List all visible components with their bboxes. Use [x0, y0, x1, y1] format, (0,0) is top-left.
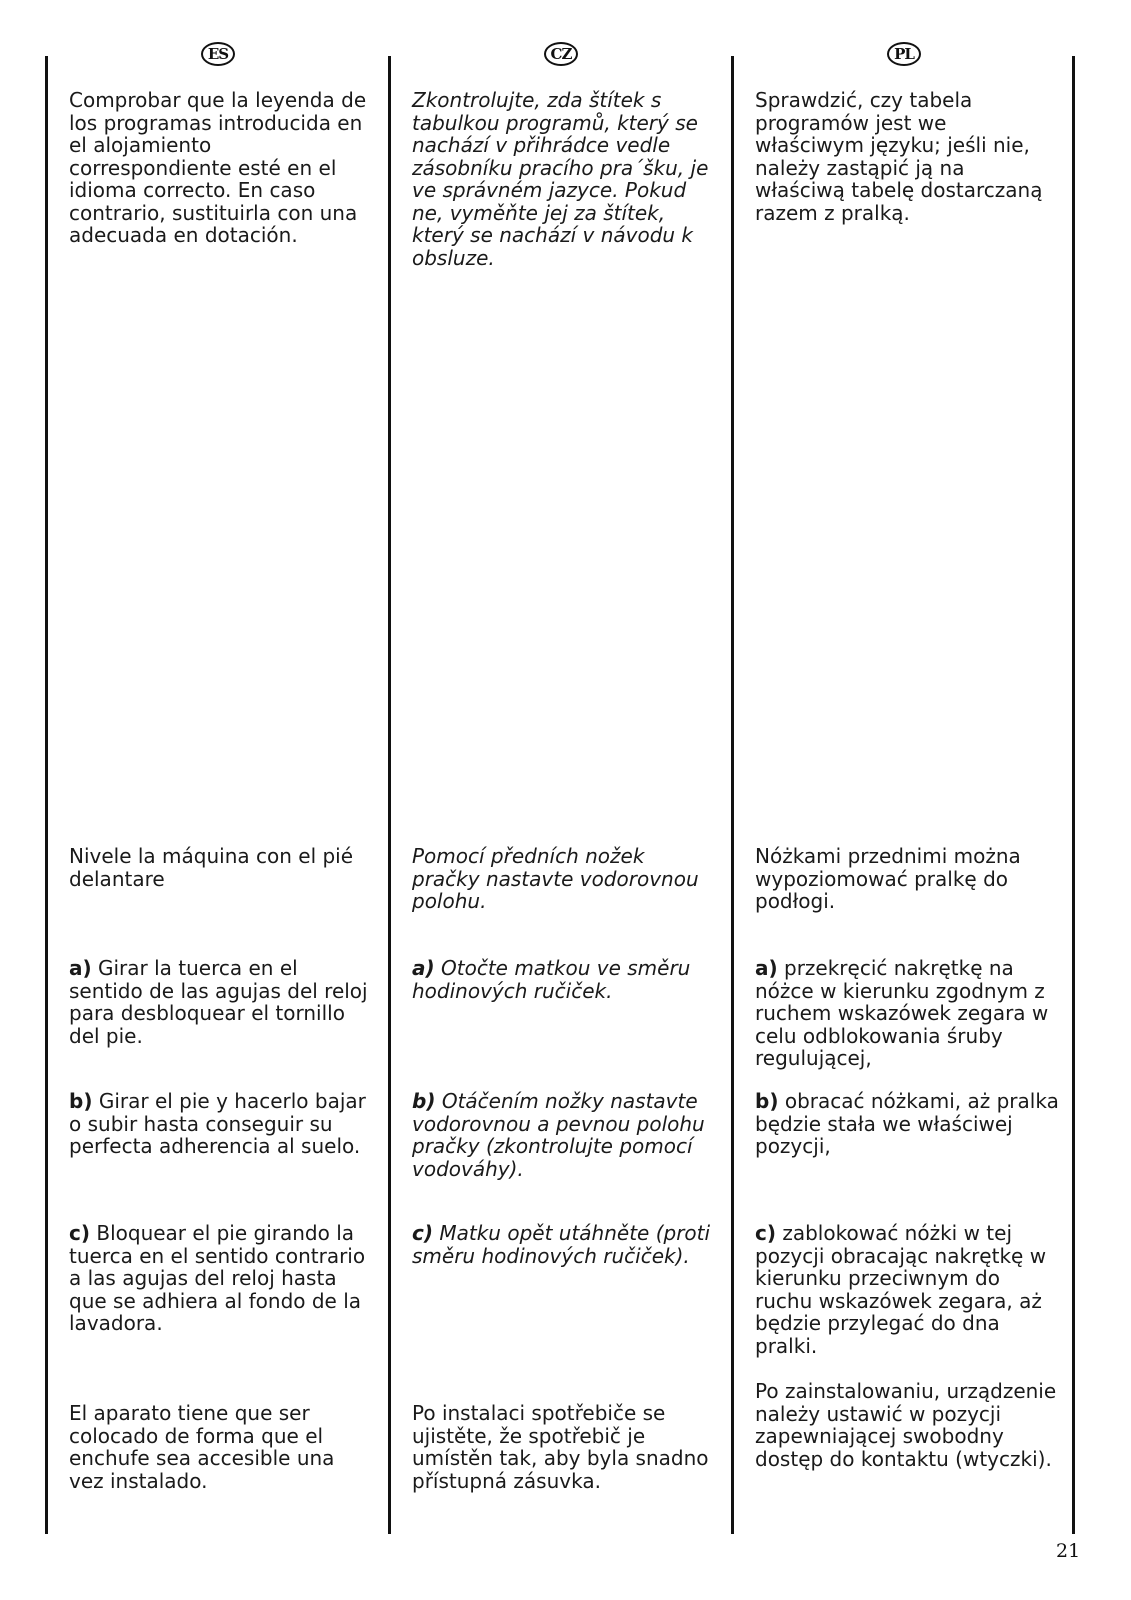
paragraph-socket-access: Po zainstalowaniu, urządzenie należy ustawić w pozycji zapewniającej swobodny dostęp do kontaktu (wtyczki).: [755, 1379, 1057, 1471]
step-text: Girar el pie y hacerlo bajar o subir hasta conseguir su perfecta adherencia al suelo.: [69, 1089, 366, 1158]
step-label: a): [755, 956, 778, 980]
step-text: Otočte matkou ve směru hodinových ručiček.: [412, 956, 691, 1003]
step-a: [755, 957, 1060, 1070]
step-text: zablokować nóżki w tej pozycji obracając nakrętkę w kierunku przeciwnym do ruchu wskazówek zegara, aż będzie przylegać do dna pralki.: [755, 1221, 1047, 1358]
paragraph-program-label-check: Zkontrolujte, zda štítek s tabulkou programů, který se nachází v přihrádce vedle zásobníku pracího pra´šku, je ve správném jazyce. Pokud ne, vyměňte jej za štítek, který se nachází v návodu k obsluze.: [412, 88, 709, 270]
step-label: b): [69, 1089, 93, 1113]
step-a: [69, 957, 374, 1047]
paragraph-socket-access: Po instalaci spotřebiče se ujistěte, že spotřebič je umístěn tak, aby byla snadno přístupná zásuvka.: [412, 1401, 709, 1493]
step-label: a): [69, 956, 92, 980]
page-number: 21: [1056, 1540, 1081, 1562]
step-label: b): [755, 1089, 779, 1113]
paragraph-program-label-check: Sprawdzić, czy tabela programów jest we właściwym języku; jeśli nie, należy zastąpić ją na właściwą tabelę dostarczaną razem z pralką.: [755, 88, 1043, 225]
language-badge-cz: CZ: [544, 42, 578, 66]
paragraph-leveling-intro: Pomocí předních nožek pračky nastavte vodorovnou polohu.: [412, 844, 699, 913]
step-label: c): [755, 1221, 776, 1245]
column-divider: [388, 56, 391, 1534]
step-c: [69, 1222, 374, 1335]
column-spanish: [69, 0, 374, 1540]
column-polish: [755, 0, 1060, 1540]
step-a: [412, 957, 717, 1002]
step-text: Girar la tuerca en el sentido de las agujas del reloj para desbloquear el tornillo del pie.: [69, 956, 368, 1048]
step-b: [69, 1090, 374, 1158]
step-text: Otáčením nožky nastavte vodorovnou a pevnou polohu pračky (zkontrolujte pomocí vodováhy).: [412, 1089, 705, 1181]
step-text: przekręcić nakrętkę na nóżce w kierunku zgodnym z ruchem wskazówek zegara w celu odblokowania śruby regulującej,: [755, 956, 1049, 1070]
step-label: c): [69, 1221, 90, 1245]
step-c: [412, 1222, 717, 1267]
language-badge-es: ES: [201, 42, 235, 66]
column-divider: [1072, 56, 1075, 1534]
step-text: Matku opět utáhněte (proti směru hodinových ručiček).: [412, 1221, 711, 1268]
column-czech: [412, 0, 717, 1540]
step-b: [755, 1090, 1060, 1158]
step-label: a): [412, 956, 435, 980]
language-badge-pl: PL: [887, 42, 921, 66]
column-divider: [731, 56, 734, 1534]
step-label: b): [412, 1089, 436, 1113]
step-c: [755, 1222, 1060, 1357]
step-label: c): [412, 1221, 433, 1245]
paragraph-program-label-check: Comprobar que la leyenda de los programas introducida en el alojamiento correspondiente esté en el idioma correcto. En caso contrario, sustituirla con una adecuada en dotación.: [69, 88, 367, 247]
step-text: obracać nóżkami, aż pralka będzie stała we właściwej pozycji,: [755, 1089, 1059, 1158]
paragraph-leveling-intro: Nóżkami przednimi można wypoziomować pralkę do podłogi.: [755, 844, 1021, 913]
paragraph-leveling-intro: Nivele la máquina con el pié delantare: [69, 844, 354, 891]
column-divider: [45, 56, 48, 1534]
step-text: Bloquear el pie girando la tuerca en el sentido contrario a las agujas del reloj hasta que se adhiera al fondo de la lavadora.: [69, 1221, 366, 1335]
paragraph-socket-access: El aparato tiene que ser colocado de forma que el enchufe sea accesible una vez instalado.: [69, 1401, 335, 1493]
step-b: [412, 1090, 717, 1180]
